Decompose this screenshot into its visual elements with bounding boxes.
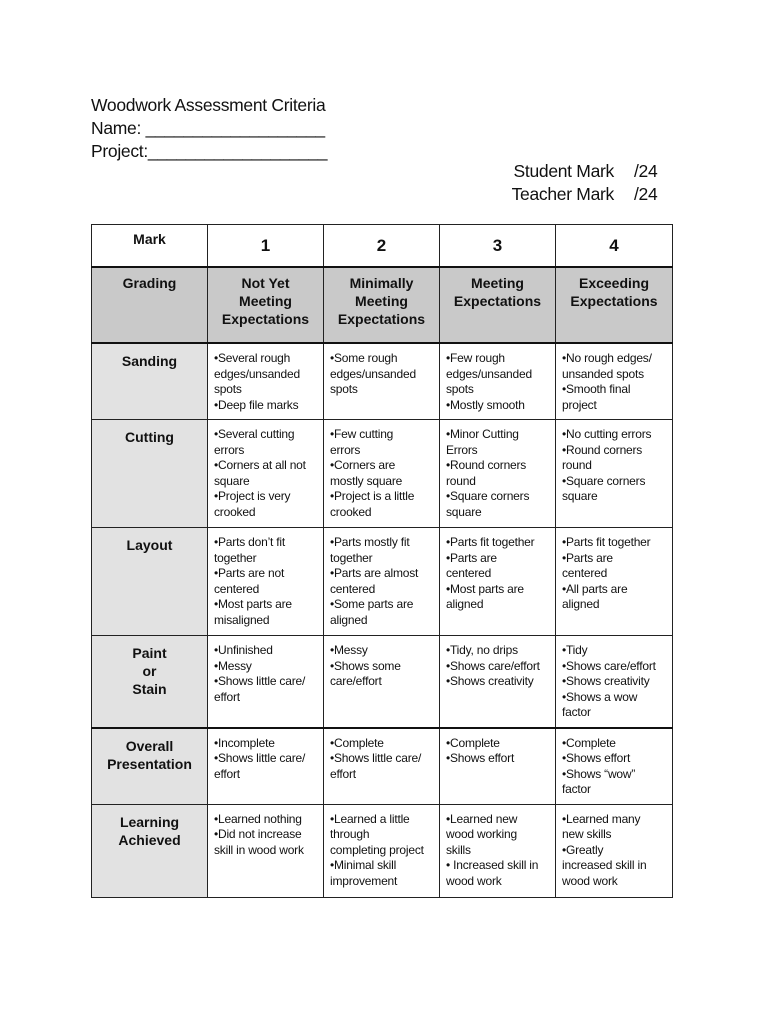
- descriptor-line: •No cutting errors: [562, 427, 652, 441]
- descriptor-line: skills: [446, 842, 471, 857]
- descriptor-line: •Several rough: [214, 351, 291, 365]
- descriptor-line: •Did not increase: [214, 827, 302, 841]
- descriptor-line: care/effort: [330, 674, 382, 688]
- descriptor-cell: [208, 343, 324, 420]
- grading-cell-1: [208, 267, 324, 343]
- descriptor-cell: [440, 804, 556, 897]
- descriptor-line: improvement: [330, 873, 398, 888]
- descriptor-line: •Learned a little: [330, 811, 410, 826]
- descriptor-cell: [208, 804, 324, 897]
- descriptor-line: errors: [214, 442, 245, 457]
- descriptor-line: • Increased skill in: [446, 858, 539, 872]
- criterion-name-cell: [92, 528, 208, 636]
- descriptor-line: effort: [214, 689, 240, 704]
- descriptor-line: •Parts don’t fit: [214, 535, 286, 549]
- grading-row: [92, 267, 673, 343]
- descriptor-line: spots: [214, 382, 242, 396]
- descriptor-line: •Learned new: [446, 811, 518, 826]
- descriptor-line: square: [214, 473, 250, 488]
- descriptor-cell: [556, 636, 673, 728]
- descriptor-line: crooked: [214, 504, 256, 519]
- descriptor-line: spots: [330, 382, 358, 396]
- descriptor-cell: [556, 528, 673, 636]
- descriptor-line: centered: [562, 566, 608, 580]
- descriptor-line: aligned: [446, 597, 484, 611]
- descriptor-line: •Complete: [562, 735, 616, 750]
- criterion-name-cell: [92, 804, 208, 897]
- criterion-name-line: Achieved: [118, 831, 181, 848]
- descriptor-line: round: [562, 458, 592, 472]
- descriptor-line: •Complete: [330, 735, 384, 750]
- criterion-row: [92, 804, 673, 897]
- descriptor-cell: [324, 420, 440, 528]
- descriptor-line: •Corners are: [330, 458, 396, 472]
- descriptor-line: increased skill in: [562, 858, 647, 872]
- descriptor-line: •Shows a wow: [562, 689, 638, 704]
- criterion-row: [92, 528, 673, 636]
- descriptor-line: mostly square: [330, 473, 403, 488]
- level-header-1: 1: [208, 225, 324, 268]
- descriptor-cell: [556, 728, 673, 805]
- descriptor-line: •Round corners: [562, 442, 643, 457]
- descriptor-line: centered: [446, 566, 492, 580]
- descriptor-line: edges/unsanded: [330, 366, 416, 381]
- descriptor-line: wood work: [562, 873, 618, 888]
- descriptor-cell: [440, 420, 556, 528]
- descriptor-line: •Shows little care/: [214, 751, 306, 765]
- descriptor-line: •Minor Cutting: [446, 427, 519, 441]
- teacher-mark-label: Teacher Mark: [511, 184, 614, 204]
- descriptor-cell: [324, 804, 440, 897]
- grading-text-line: Exceeding: [578, 275, 650, 291]
- descriptor-line: •Project is very: [214, 489, 291, 503]
- mark-label-cell: Mark: [92, 225, 208, 268]
- descriptor-line: aligned: [330, 612, 368, 627]
- criterion-name-line: Cutting: [125, 429, 174, 445]
- descriptor-line: •Shows care/effort: [446, 658, 540, 673]
- descriptor-line: •Shows effort: [446, 751, 515, 765]
- descriptor-line: •Parts are: [446, 550, 497, 565]
- descriptor-cell: [556, 804, 673, 897]
- descriptor-cell: [208, 420, 324, 528]
- descriptor-line: factor: [562, 782, 591, 796]
- descriptor-line: through: [330, 827, 370, 841]
- descriptor-line: skill in wood work: [214, 842, 304, 857]
- assessment-rubric-table: [91, 224, 673, 898]
- descriptor-line: •Greatly: [562, 842, 604, 857]
- document-header: [91, 94, 327, 163]
- descriptor-line: •Shows little care/: [214, 674, 306, 688]
- descriptor-line: •Few cutting: [330, 427, 394, 441]
- descriptor-line: wood work: [446, 873, 502, 888]
- descriptor-cell: [556, 420, 673, 528]
- descriptor-line: •Few rough: [446, 351, 505, 365]
- descriptor-cell: [440, 343, 556, 420]
- grading-text-line: Expectations: [453, 293, 542, 309]
- student-mark-total: /24: [634, 161, 658, 181]
- descriptor-line: centered: [330, 581, 376, 596]
- grading-text-line: Expectations: [221, 311, 310, 327]
- descriptor-line: •Deep file marks: [214, 397, 299, 412]
- criterion-name-line: Stain: [132, 681, 167, 697]
- descriptor-line: completing project: [330, 842, 424, 857]
- descriptor-line: •Parts are almost: [330, 566, 419, 580]
- descriptor-line: •Learned many: [562, 811, 641, 826]
- descriptor-line: misaligned: [214, 612, 270, 627]
- descriptor-line: •Parts are: [562, 550, 613, 565]
- descriptor-cell: [440, 728, 556, 805]
- criterion-row: [92, 420, 673, 528]
- criterion-name-line: Paint: [132, 645, 167, 661]
- descriptor-line: •Some parts are: [330, 597, 414, 611]
- teacher-mark-total: /24: [634, 184, 658, 204]
- criterion-row: [92, 343, 673, 420]
- grading-text-line: Not Yet: [241, 275, 290, 291]
- criterion-name-line: Presentation: [107, 755, 192, 772]
- descriptor-line: •Square corners: [562, 473, 646, 488]
- descriptor-line: together: [214, 550, 257, 565]
- grading-cell-3: [440, 267, 556, 343]
- descriptor-line: •Some rough: [330, 351, 398, 365]
- descriptor-line: •Mostly smooth: [446, 397, 525, 412]
- descriptor-cell: [324, 528, 440, 636]
- level-header-4: 4: [556, 225, 673, 268]
- criterion-name-line: or: [142, 663, 157, 679]
- descriptor-line: square: [562, 489, 598, 503]
- student-mark-label: Student Mark: [513, 161, 614, 181]
- descriptor-line: •Unfinished: [214, 643, 273, 657]
- teacher-mark: [512, 183, 677, 206]
- descriptor-line: •Parts fit together: [446, 535, 535, 549]
- descriptor-line: •Incomplete: [214, 735, 275, 750]
- descriptor-line: •Shows “wow”: [562, 766, 636, 781]
- grading-text-line: Expectations: [570, 293, 658, 309]
- mark-row: [92, 225, 673, 268]
- document-title: Woodwork Assessment Criteria: [91, 95, 326, 115]
- descriptor-line: •Shows creativity: [446, 674, 534, 688]
- descriptor-line: effort: [214, 766, 240, 781]
- descriptor-line: •Parts fit together: [562, 535, 651, 549]
- descriptor-line: unsanded spots: [562, 366, 644, 381]
- criterion-name-cell: [92, 343, 208, 420]
- grading-text-line: Meeting: [355, 293, 408, 309]
- criterion-name-cell: [92, 636, 208, 728]
- descriptor-line: •Learned nothing: [214, 811, 302, 826]
- descriptor-line: •Square corners: [446, 489, 530, 503]
- descriptor-line: •Shows little care/: [330, 751, 422, 765]
- descriptor-line: round: [446, 473, 476, 488]
- criterion-name-cell: [92, 728, 208, 805]
- descriptor-line: •Shows creativity: [562, 674, 650, 688]
- descriptor-cell: [324, 343, 440, 420]
- descriptor-line: •Complete: [446, 735, 500, 750]
- descriptor-cell: [440, 528, 556, 636]
- grading-text-line: Minimally: [349, 275, 414, 291]
- descriptor-cell: [324, 728, 440, 805]
- descriptor-cell: [208, 728, 324, 805]
- grading-cell-4: [556, 267, 673, 343]
- descriptor-cell: [440, 636, 556, 728]
- descriptor-line: aligned: [562, 597, 600, 611]
- criterion-name-line: Learning: [119, 813, 180, 830]
- descriptor-line: centered: [214, 581, 260, 596]
- grading-text-line: Meeting: [471, 275, 524, 291]
- grading-label-cell: Grading: [92, 267, 208, 343]
- descriptor-line: •Messy: [330, 643, 368, 657]
- descriptor-line: project: [562, 397, 597, 412]
- descriptor-line: •Minimal skill: [330, 858, 397, 872]
- criterion-row: [92, 636, 673, 728]
- level-header-2: 2: [324, 225, 440, 268]
- descriptor-line: •Round corners: [446, 458, 527, 472]
- descriptor-line: •All parts are: [562, 581, 628, 596]
- criterion-name-line: Overall: [125, 737, 174, 754]
- descriptor-line: •Parts are not: [214, 566, 285, 580]
- descriptor-line: square: [446, 504, 482, 519]
- descriptor-line: •Tidy, no drips: [446, 643, 518, 657]
- descriptor-line: •Most parts are: [214, 597, 292, 611]
- criterion-name-line: Layout: [126, 537, 173, 553]
- descriptor-cell: [324, 636, 440, 728]
- descriptor-line: edges/unsanded: [214, 366, 300, 381]
- descriptor-cell: [208, 528, 324, 636]
- project-field[interactable]: Project:___________________: [91, 141, 328, 161]
- descriptor-line: •Messy: [214, 658, 252, 673]
- marks-summary: [512, 160, 677, 206]
- name-field[interactable]: Name: ___________________: [91, 118, 325, 138]
- descriptor-line: •Shows some: [330, 658, 401, 673]
- descriptor-cell: [208, 636, 324, 728]
- descriptor-line: wood working: [446, 827, 517, 841]
- descriptor-line: edges/unsanded: [446, 366, 532, 381]
- descriptor-line: •Shows care/effort: [562, 658, 656, 673]
- descriptor-line: •Corners at all not: [214, 458, 306, 472]
- criterion-name-cell: [92, 420, 208, 528]
- descriptor-line: •Several cutting: [214, 427, 295, 441]
- criterion-row: [92, 728, 673, 805]
- descriptor-line: factor: [562, 705, 591, 719]
- descriptor-line: new skills: [562, 827, 612, 841]
- descriptor-line: •Smooth final: [562, 382, 631, 396]
- descriptor-line: •Tidy: [562, 643, 588, 657]
- grading-text-line: Meeting: [239, 293, 292, 309]
- descriptor-line: •Shows effort: [562, 751, 631, 765]
- criterion-name-line: Sanding: [121, 353, 178, 369]
- descriptor-line: together: [330, 550, 373, 565]
- descriptor-line: Errors: [446, 442, 478, 457]
- descriptor-line: •Project is a little: [330, 489, 415, 503]
- descriptor-line: spots: [446, 382, 474, 396]
- descriptor-line: effort: [330, 766, 356, 781]
- grading-text-line: Expectations: [337, 311, 426, 327]
- descriptor-line: •Parts mostly fit: [330, 535, 410, 549]
- student-mark: [512, 160, 677, 183]
- descriptor-line: •No rough edges/: [562, 351, 652, 365]
- descriptor-line: crooked: [330, 504, 372, 519]
- level-header-3: 3: [440, 225, 556, 268]
- descriptor-cell: [556, 343, 673, 420]
- descriptor-line: •Most parts are: [446, 581, 524, 596]
- descriptor-line: errors: [330, 442, 361, 457]
- grading-cell-2: [324, 267, 440, 343]
